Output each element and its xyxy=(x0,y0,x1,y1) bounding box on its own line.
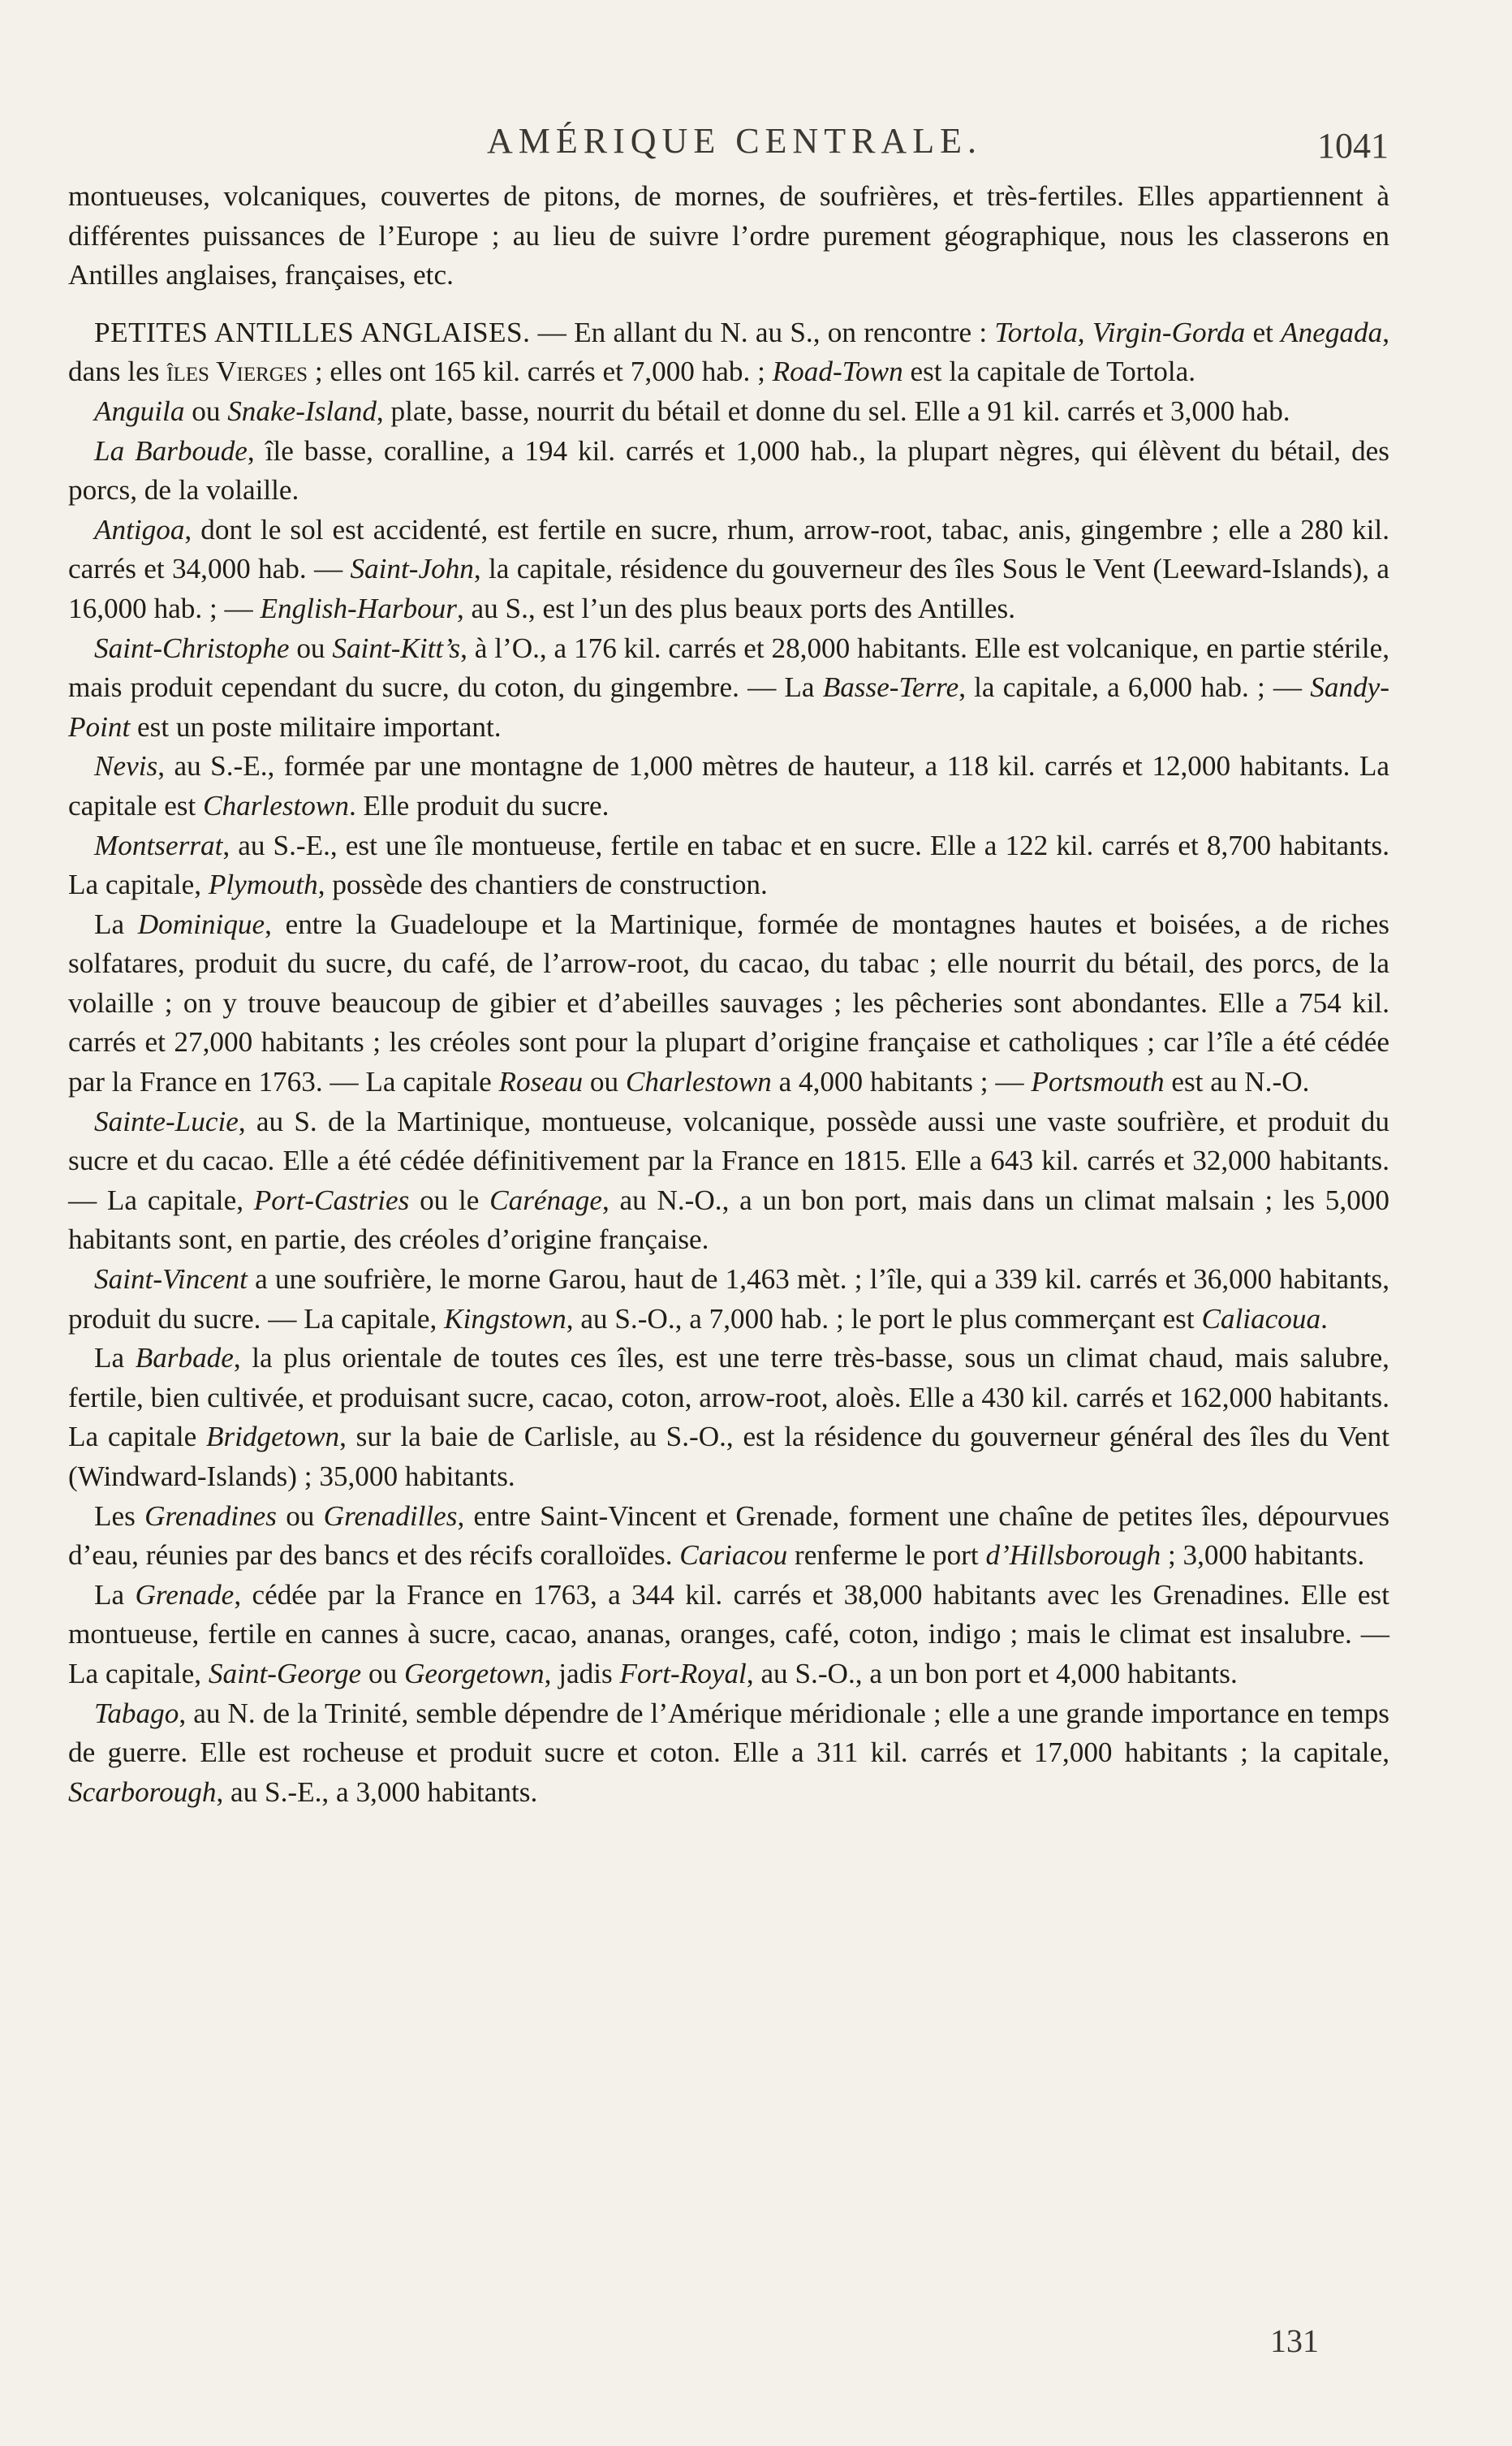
paragraph-saint-kitts: Saint-Christophe ou Saint-Kitt’s, à l’O., a 176 kil. carrés et 28,000 habitants. Elle est volcanique, en partie stérile, mais produit cependant du sucre, du coton, du gingembre. — La Basse-Terre, la capitale, a 6,000 hab. ; — Sandy-Point est un poste militaire important. xyxy=(68,632,1390,743)
place-road-town: Road-Town xyxy=(772,356,903,388)
place-tortola: Tortola, Virgin-Gorda xyxy=(994,316,1246,348)
paragraph-antigua: Antigoa, dont le sol est accidenté, est fertile en sucre, rhum, arrow-root, tabac, anis, gingembre ; elle a 280 kil. carrés et 34,000 hab. — Saint-John, la capitale, résidence du gouverneur des îles Sous le Vent (Leeward-Islands), a 16,000 hab. ; — English-Harbour, au S., est l’un des plus beaux ports des Antilles. xyxy=(68,513,1389,624)
paragraph-nevis: Nevis, au S.-E., formée par une montagne de 1,000 mètres de hauteur, a 118 kil. carrés et 12,000 habitants. La capitale est Charlestown. Elle produit du sucre. xyxy=(68,750,1389,822)
place-anegada: Anegada xyxy=(1281,316,1383,348)
section-heading: PETITES ANTILLES ANGLAISES. xyxy=(94,316,531,348)
paragraph-anguilla: Anguila ou Snake-Island, plate, basse, nourrit du bétail et donne du sel. Elle a 91 kil. carrés et 3,000 hab. xyxy=(94,395,1290,427)
paragraph-barbuda: La Barboude, île basse, coralline, a 194 kil. carrés et 1,000 hab., la plupart nègres, qui élèvent du bétail, des porcs, de la volaille. xyxy=(68,434,1389,507)
paragraph-saint-vincent: Saint-Vincent a une soufrière, le morne Garou, haut de 1,463 mèt. ; l’île, qui a 339 kil. carrés et 36,000 habitants, produit du sucre. — La capitale, Kingstown, au S.-O., a 7,000 hab. ; le port le plus commerçant est Caliacoua. xyxy=(68,1263,1389,1335)
text-body xyxy=(68,177,1389,1812)
section-petites-antilles-anglaises: PETITES ANTILLES ANGLAISES. — En allant du N. au S., on rencontre : Tortola, Virgin-Gorda et Anegada, dans les îles Vierges ; elles ont 165 kil. carrés et 7,000 hab. ; Road-Town est la capitale de Tortola. xyxy=(68,316,1390,388)
page-header xyxy=(0,120,1512,169)
paragraph-dominica: La Dominique, entre la Guadeloupe et la Martinique, formée de montagnes hautes et boisées, a de riches solfatares, produit du sucre, du café, de l’arrow-root, du cacao, du tabac ; elle nourrit du bétail, des porcs, de la volaille ; on y trouve beaucoup de gibier et d’abeilles sauvages ; les pêcheries sont abondantes. Elle a 754 kil. carrés et 27,000 habitants ; les créoles sont pour la plupart d’origine française et catholiques ; car l’île a été cédée par la France en 1763. — La capitale Roseau ou Charlestown a 4,000 habitants ; — Portsmouth est au N.-O. xyxy=(68,908,1389,1098)
paragraph-tobago: Tabago, au N. de la Trinité, semble dépendre de l’Amérique méridionale ; elle a une grande importance en temps de guerre. Elle est rocheuse et produit sucre et coton. Elle a 311 kil. carrés et 17,000 habitants ; la capitale, Scarborough, au S.-E., a 3,000 habitants. xyxy=(68,1697,1389,1808)
page-number: 1041 xyxy=(1317,126,1389,166)
signature-mark: 131 xyxy=(1270,2323,1319,2359)
paragraph-barbados: La Barbade, la plus orientale de toutes ces îles, est une terre très-basse, sous un climat chaud, mais salubre, fertile, bien cultivée, et produisant sucre, cacao, coton, arrow-root, aloès. Elle a 430 kil. carrés et 162,000 habitants. La capitale Bridgetown, sur la baie de Carlisle, au S.-O., est la résidence du gouverneur général des îles du Vent (Windward-Islands) ; 35,000 habitants. xyxy=(68,1342,1389,1492)
intro-paragraph: montueuses, volcaniques, couvertes de pitons, de mornes, de soufrières, et très-fertiles. Elles appartiennent à différentes puissances de l’Europe ; au lieu de suivre l’ordre purement géographique, nous les classerons en Antilles anglaises, françaises, etc. xyxy=(68,180,1389,291)
paragraph-grenadines: Les Grenadines ou Grenadilles, entre Saint-Vincent et Grenade, forment une chaîne de petites îles, dépourvues d’eau, réunies par des bancs et des récifs coralloïdes. Cariacou renferme le port d’Hillsborough ; 3,000 habitants. xyxy=(68,1499,1390,1572)
running-head: AMÉRIQUE CENTRALE. xyxy=(487,121,982,161)
paragraph-saint-lucia: Sainte-Lucie, au S. de la Martinique, montueuse, volcanique, possède aussi une vaste soufrière, et produit du sucre et du cacao. Elle a été cédée définitivement par la France en 1815. Elle a 643 kil. carrés et 32,000 habitants. — La capitale, Port-Castries ou le Carénage, au N.-O., a un bon port, mais dans un climat malsain ; les 5,000 habitants sont, en partie, des créoles d’origine française. xyxy=(68,1105,1389,1256)
paragraph-grenada: La Grenade, cédée par la France en 1763, a 344 kil. carrés et 38,000 habitants avec les Grenadines. Elle est montueuse, fertile en cannes à sucre, cacao, ananas, oranges, café, coton, indigo ; mais le climat est insalubre. — La capitale, Saint-George ou Georgetown, jadis Fort-Royal, au S.-O., a un bon port et 4,000 habitants. xyxy=(68,1578,1389,1689)
paragraph-montserrat: Montserrat, au S.-E., est une île montueuse, fertile en tabac et en sucre. Elle a 122 kil. carrés et 8,700 habitants. La capitale, Plymouth, possède des chantiers de construction. xyxy=(68,829,1389,901)
place-iles-vierges: îles Vierges xyxy=(166,356,308,388)
